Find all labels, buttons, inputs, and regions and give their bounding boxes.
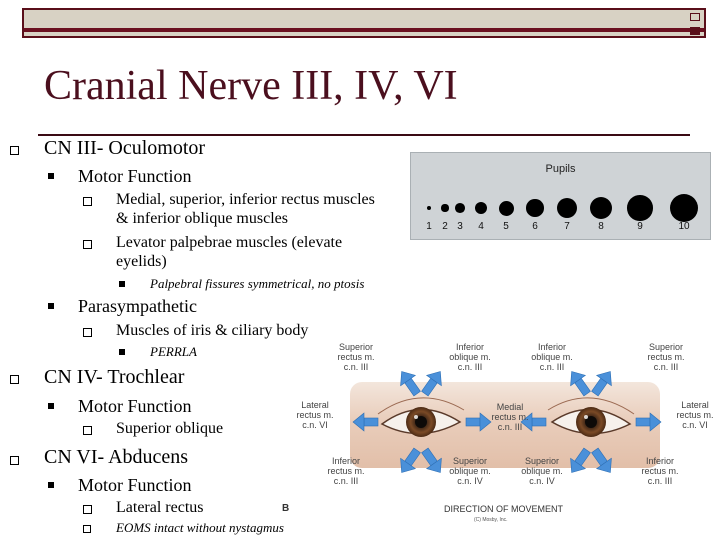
outline-item: Motor Function	[78, 475, 192, 495]
outline-item: PERRLA	[150, 344, 197, 359]
pupil-size-label: 4	[478, 221, 484, 232]
pupil-size-dot	[499, 201, 514, 216]
pupil-size-dot	[627, 195, 652, 220]
pupil-size-label: 8	[598, 221, 604, 232]
pupil-size-dot	[590, 197, 613, 220]
bullet-hollow	[83, 525, 91, 533]
outline-item: Muscles of iris & ciliary body	[116, 322, 309, 339]
outline-item: Palpebral fissures symmetrical, no ptosis	[150, 276, 365, 291]
slide-title: Cranial Nerve III, IV, VI	[44, 63, 458, 109]
pupil-size-label: 2	[442, 221, 448, 232]
outline-item: Motor Function	[78, 396, 192, 416]
label-superior-rectus-left: Superior rectus m. c.n. III	[337, 342, 375, 372]
pupil-size-label: 9	[637, 221, 643, 232]
bullet-solid	[48, 303, 54, 309]
bullet-hollow	[83, 505, 92, 514]
bullet-hollow	[83, 426, 92, 435]
bullet-hollow	[10, 146, 19, 155]
pupil-size-dot	[441, 204, 448, 211]
bullet-hollow	[83, 240, 92, 249]
pupil-size-label: 7	[564, 221, 570, 232]
banner-stripe	[24, 28, 704, 32]
label-inferior-oblique-right: Inferior oblique m. c.n. III	[531, 342, 573, 372]
pupil-size-label: 1	[426, 221, 432, 232]
outline-item: EOMS intact without nystagmus	[116, 520, 284, 535]
bullet-solid	[48, 482, 54, 488]
outline-item: CN IV- Trochlear	[44, 366, 185, 388]
bullet-solid	[119, 281, 125, 287]
label-superior-rectus-right: Superior rectus m. c.n. III	[647, 342, 685, 372]
outline-item: Levator palpebrae muscles (elevate	[116, 234, 343, 251]
label-superior-oblique-right: Superior oblique m. c.n. IV	[521, 456, 563, 486]
image-credit: (C) Mosby, Inc.	[474, 517, 508, 523]
pupil-size-dot	[557, 198, 577, 218]
outline-item: & inferior oblique muscles	[116, 210, 288, 227]
label-lateral-rectus-right: Lateral rectus m. c.n. VI	[676, 400, 714, 430]
pupil-size-dot	[475, 202, 487, 214]
outline-item: Parasympathetic	[78, 296, 197, 316]
pupil-gauge	[410, 152, 711, 240]
bullet-hollow	[83, 328, 92, 337]
outline-item: Motor Function	[78, 166, 192, 186]
pupil-size-label: 6	[532, 221, 538, 232]
banner-square	[690, 13, 700, 21]
title-rule	[38, 134, 690, 136]
pupil-size-dot	[526, 199, 544, 217]
outline-item: CN III- Oculomotor	[44, 137, 206, 159]
banner-square	[690, 27, 700, 35]
bullet-solid	[119, 349, 125, 355]
eye-right	[548, 398, 634, 437]
pupil-gauge-title: Pupils	[545, 163, 576, 175]
pupil-size-label: 10	[678, 221, 690, 232]
pupil-size-label: 3	[457, 221, 463, 232]
label-lateral-rectus-left: Lateral rectus m. c.n. VI	[296, 400, 334, 430]
bullet-solid	[48, 403, 54, 409]
direction-caption: DIRECTION OF MOVEMENT	[444, 504, 563, 514]
eye-movement-diagram	[282, 340, 720, 540]
panel-label: B	[282, 503, 290, 514]
top-banner	[22, 8, 706, 38]
eye-left	[378, 398, 464, 437]
label-inferior-rectus-right: Inferior rectus m. c.n. III	[641, 456, 679, 486]
outline-item: CN VI- Abducens	[44, 446, 189, 468]
outline-item: Lateral rectus	[116, 499, 204, 516]
pupil-size-dot	[455, 203, 465, 213]
pupil-size-dot	[670, 194, 698, 222]
label-inferior-oblique-left: Inferior oblique m. c.n. III	[449, 342, 491, 372]
label-medial-rectus: Medial rectus m. c.n. III	[491, 402, 529, 432]
bullet-hollow	[83, 197, 92, 206]
outline-item: Superior oblique	[116, 420, 224, 437]
pupil-size-label: 5	[503, 221, 509, 232]
outline-item: Medial, superior, inferior rectus muscles	[116, 191, 375, 208]
bullet-hollow	[10, 456, 19, 465]
bullet-hollow	[10, 375, 19, 384]
bullet-solid	[48, 173, 54, 179]
outline-item: eyelids)	[116, 253, 167, 270]
label-inferior-rectus-left: Inferior rectus m. c.n. III	[327, 456, 365, 486]
pupil-size-dot	[427, 206, 432, 211]
label-superior-oblique-left: Superior oblique m. c.n. IV	[449, 456, 491, 486]
